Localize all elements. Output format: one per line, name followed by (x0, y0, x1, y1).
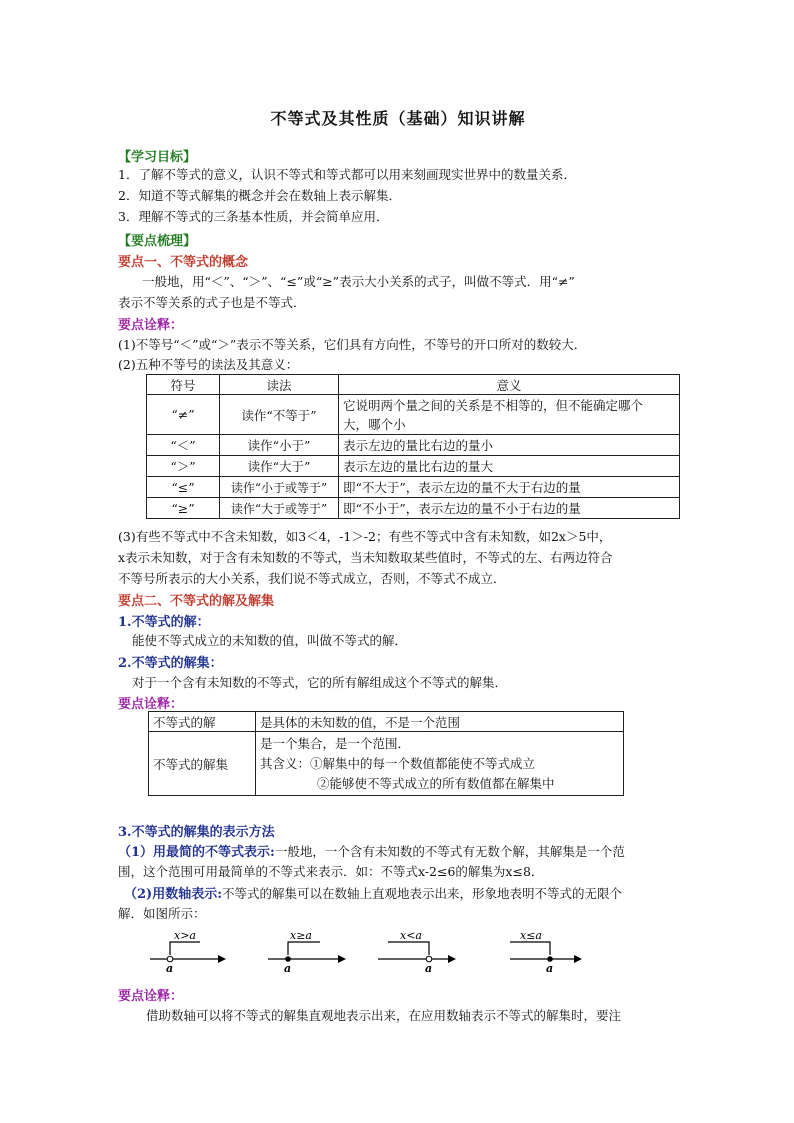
method2-label: （2)用数轴表示: (124, 887, 222, 902)
point1-heading: 要点一、不等式的概念 (118, 255, 249, 270)
method1-label: （1）用最简的不等式表示: (118, 845, 275, 860)
goal-item-3: 3．理解不等式的三条基本性质，并会简单应用． (118, 209, 389, 224)
point2-heading: 要点二、不等式的解及解集 (118, 594, 275, 609)
solution-cell-label: 不等式的解 (149, 712, 256, 732)
table-cell-reading: 读作“大于” (220, 456, 339, 477)
goal-item-1: 1．了解不等式的意义，认识不等式和等式都可以用来刻画现实世界中的数量关系． (118, 167, 576, 182)
number-line-diagrams (148, 924, 618, 974)
table-row (147, 477, 680, 498)
solution-set-cell-desc (256, 732, 624, 796)
method1-line1 (118, 841, 625, 860)
table-cell-meaning: 即“不大于”，表示左边的量不大于右边的量 (339, 477, 680, 498)
solution-set-line-1: 是一个集合，是一个范围． (260, 735, 411, 751)
point1-note-2: (2)五种不等号的读法及其意义： (118, 357, 299, 372)
point1-note-1: (1)不等号“＜”或“＞”表示不等关系，它们具有方向性，不等号的开口所对的数较大． (118, 337, 587, 352)
point1-text-2: 表示不等关系的式子也是不等式． (118, 295, 306, 310)
point1-note-label: 要点诠释： (118, 318, 184, 333)
method2-line1 (124, 883, 622, 902)
table-cell-symbol: “≠” (147, 395, 220, 435)
method1-text: 一般地，一个含有未知数的不等式有无数个解，其解集是一个范 (274, 844, 625, 859)
table-row (147, 498, 680, 519)
solution-set-line-3: ②能够使不等式成立的所有数值都在解集中 (317, 775, 555, 791)
point1-note-3-line1: (3)有些不等式中不含未知数，如3＜4，-1＞-2；有些不等式中含有未知数，如2x＞5中， (118, 529, 612, 544)
meaning-line-1: 它说明两个量之间的关系是不相等的，但不能确定哪个 (343, 397, 644, 413)
point2-note-label: 要点诠释： (118, 697, 184, 712)
method2-text: 不等式的解集可以在数轴上直观地表示出来，形象地表明不等式的无限个 (222, 886, 623, 901)
point2-sub2: 2.不等式的解集： (118, 656, 223, 671)
point2-sub1-text: 能使不等式成立的未知数的值，叫做不等式的解． (132, 633, 408, 648)
method2-line2: 解．如图所示： (118, 906, 206, 921)
number-line-x-ge-a (268, 929, 346, 974)
diagram-3-label: x<a (400, 929, 422, 942)
table-cell-reading: 读作“小于或等于” (220, 477, 339, 498)
table-cell-symbol: “≤” (147, 477, 220, 498)
point2-note2-text: 借助数轴可以将不等式的解集直观地表示出来，在应用数轴表示不等式的解集时，要注 (146, 1008, 622, 1023)
point2-sub1: 1.不等式的解： (118, 615, 210, 630)
table-row (147, 456, 680, 477)
table-cell-symbol: “＜” (147, 435, 220, 456)
table-cell-reading: 读作“大于或等于” (220, 498, 339, 519)
diagram-4-label: x≤a (520, 929, 542, 942)
page-title: 不等式及其性质（基础）知识讲解 (270, 109, 526, 128)
method1-line2: 围，这个范围可用最简单的不等式来表示．如：不等式x-2≤6的解集为x≤8． (118, 864, 544, 879)
table-cell-meaning (339, 395, 680, 435)
diagram-4-point: a (546, 962, 554, 974)
table-cell-symbol: “＞” (147, 456, 220, 477)
table-row (147, 435, 680, 456)
meaning-line-2: 大，哪个小 (343, 416, 406, 432)
diagram-1-point: a (166, 962, 174, 974)
table-header-meaning: 意义 (339, 375, 680, 395)
solution-table (148, 711, 624, 796)
number-line-x-le-a (510, 929, 582, 974)
symbols-table (146, 374, 680, 519)
goal-item-2: 2．知道不等式解集的概念并会在数轴上表示解集． (118, 188, 401, 203)
solution-set-cell-label: 不等式的解集 (149, 732, 256, 796)
table-header-reading: 读法 (220, 375, 339, 395)
table-cell-meaning: 表示左边的量比右边的量小 (339, 435, 680, 456)
table-cell-reading: 读作“小于” (220, 435, 339, 456)
goals-heading: 【学习目标】 (118, 150, 197, 165)
table-cell-reading: 读作“不等于” (220, 395, 339, 435)
table-cell-meaning: 即“不小于”，表示左边的量不小于右边的量 (339, 498, 680, 519)
point2-sub2-text: 对于一个含有未知数的不等式，它的所有解组成这个不等式的解集． (132, 675, 508, 690)
number-line-x-lt-a (378, 929, 456, 974)
table-cell-symbol: “≥” (147, 498, 220, 519)
table-row (147, 395, 680, 435)
point1-note-3-line3: 不等号所表示的大小关系，我们说不等式成立，否则，不等式不成立． (118, 571, 506, 586)
diagram-2-label: x≥a (290, 929, 312, 942)
outline-heading: 【要点梳理】 (118, 234, 197, 249)
diagram-2-point: a (284, 962, 292, 974)
diagram-1-label: x>a (174, 929, 196, 942)
point2-sub3: 3.不等式的解集的表示方法 (118, 825, 275, 840)
solution-set-line-2: 其含义：①解集中的每一个数值都能使不等式成立 (260, 755, 536, 771)
point2-note2-label: 要点诠释： (118, 989, 184, 1004)
table-header-symbol: 符号 (147, 375, 220, 395)
point1-note-3-line2: x表示未知数，对于含有未知数的不等式，当未知数取某些值时，不等式的左、右两边符合 (118, 550, 613, 565)
table-cell-meaning: 表示左边的量比右边的量大 (339, 456, 680, 477)
diagram-3-point: a (425, 962, 433, 974)
point1-text-1: 一般地，用“＜”、“＞”、“≤”或“≥”表示大小关系的式子，叫做不等式．用“≠” (142, 274, 575, 289)
solution-cell-desc: 是具体的未知数的值，不是一个范围 (256, 712, 624, 732)
number-line-x-gt-a (150, 929, 226, 974)
